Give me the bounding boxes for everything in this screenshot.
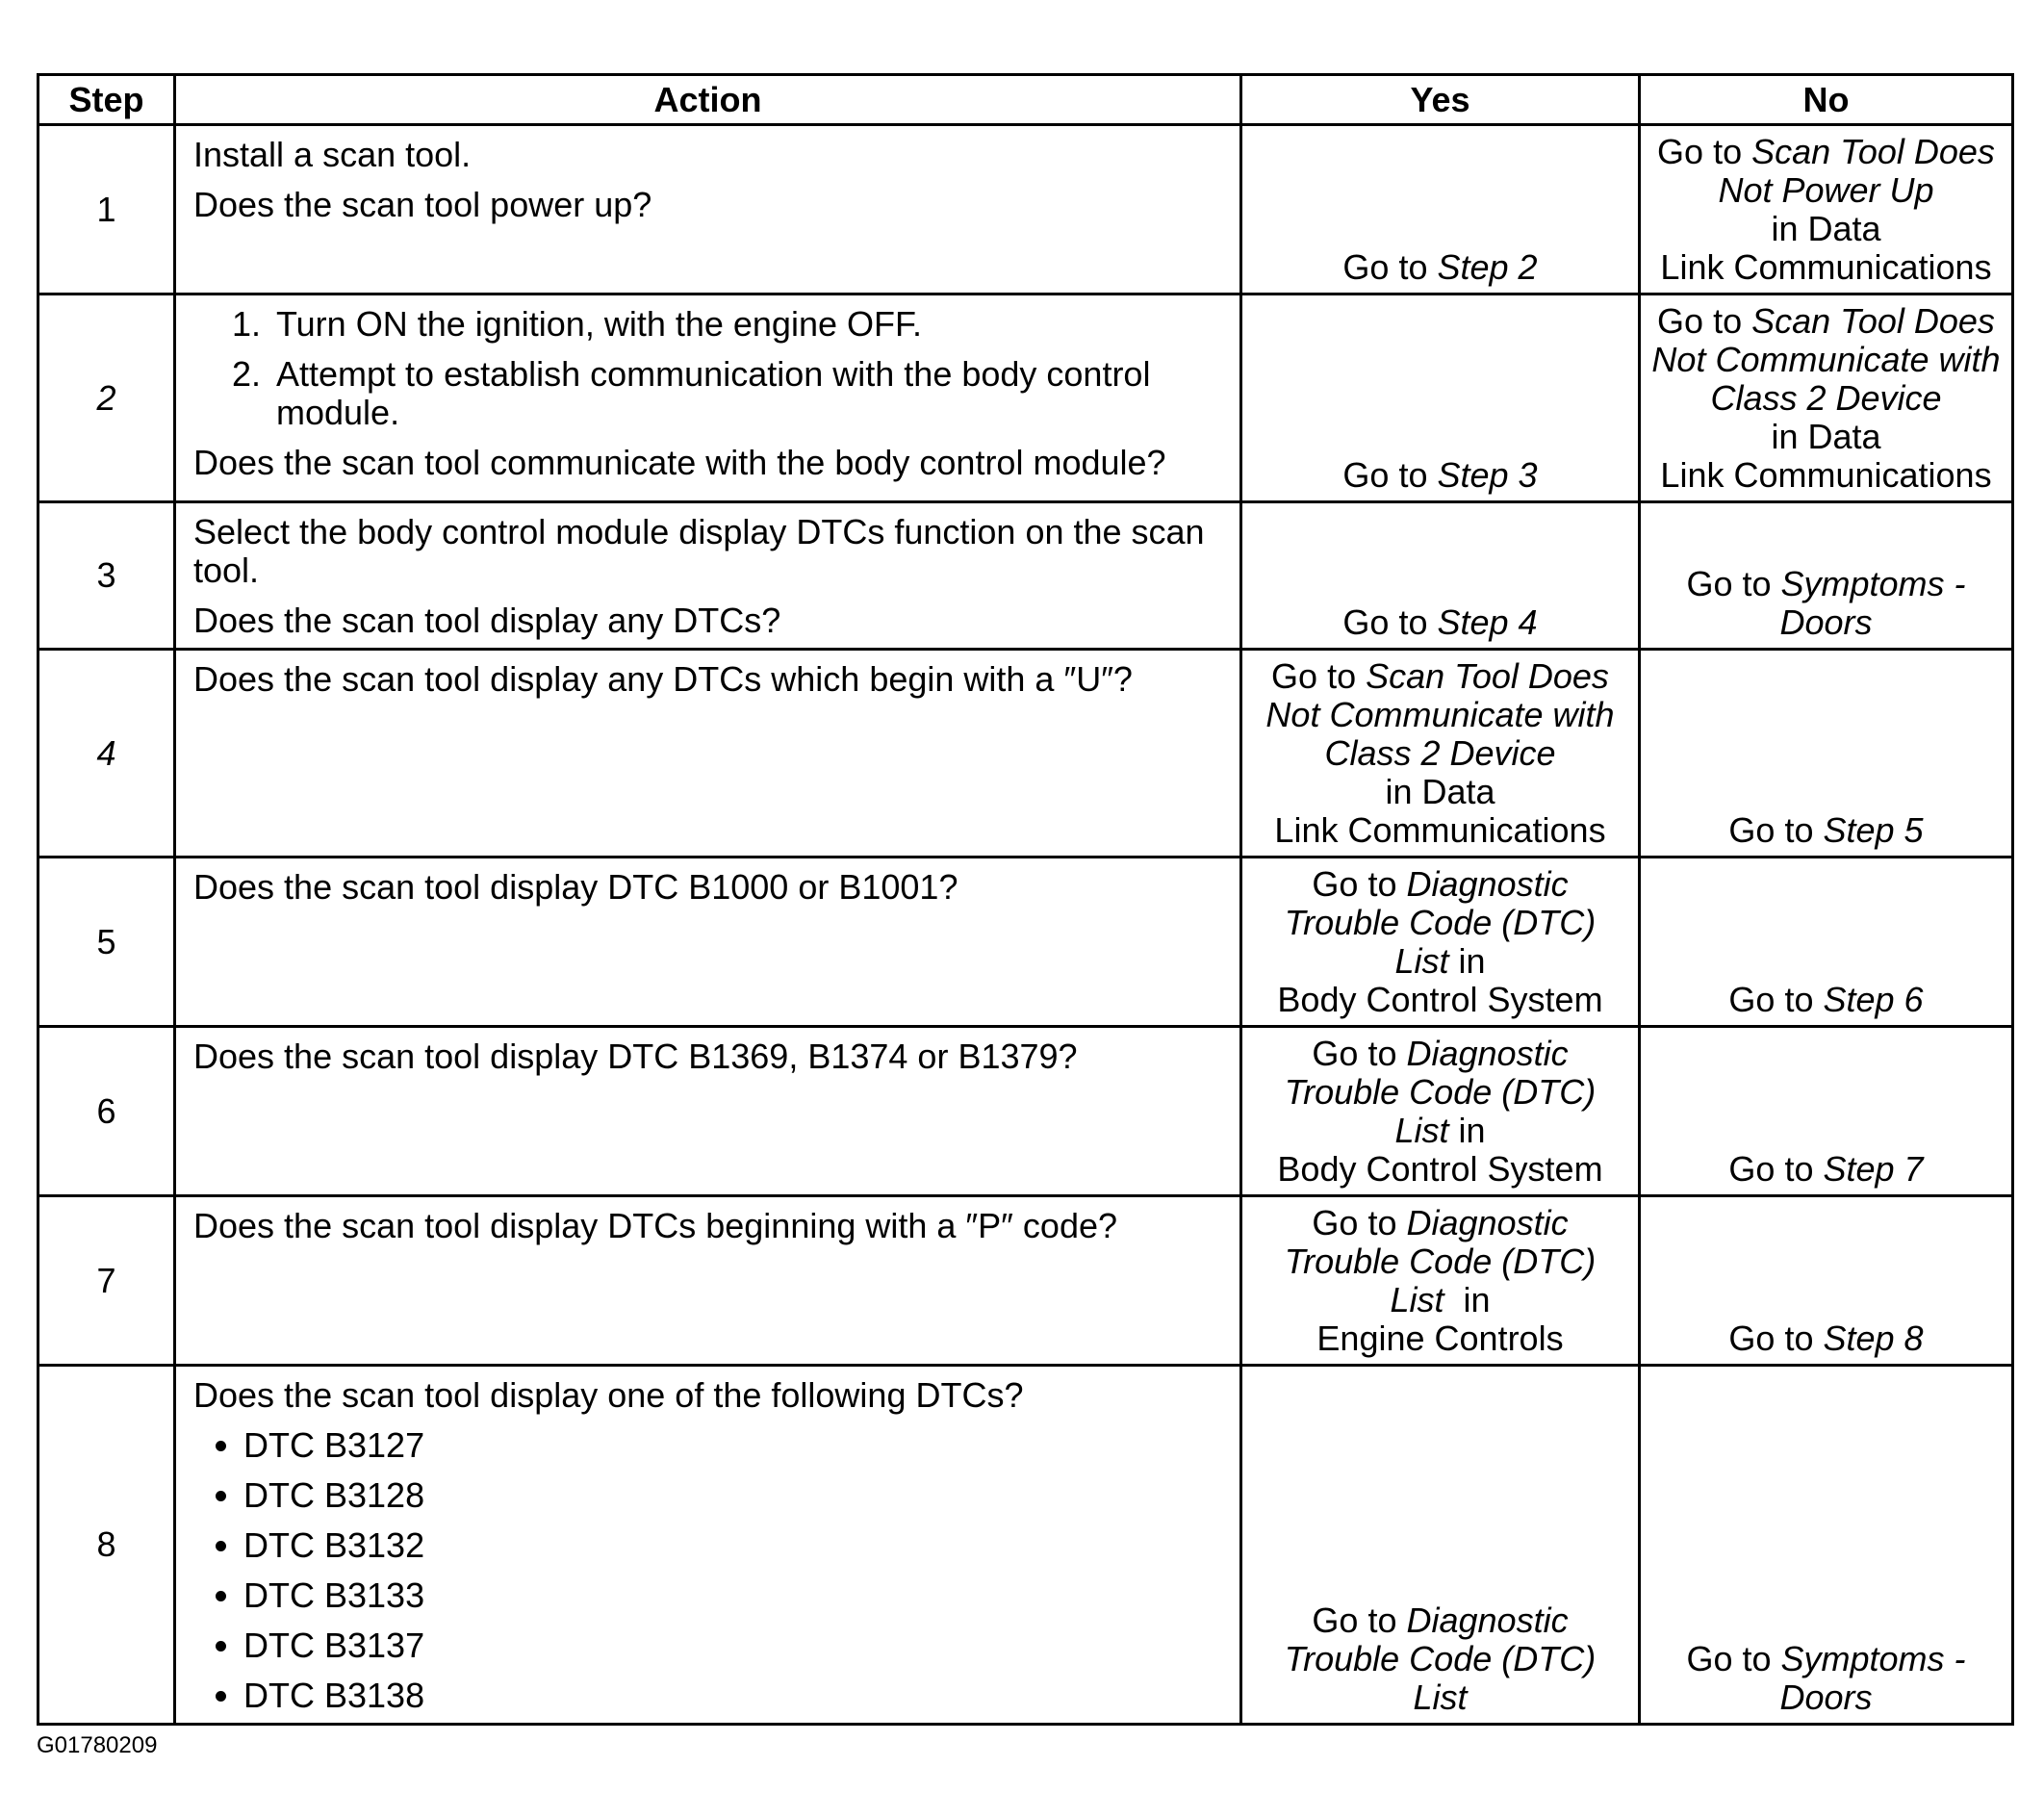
go-to-text: Go to (1312, 1203, 1407, 1242)
go-to-text: Go to (1728, 980, 1824, 1019)
reference-link[interactable]: List (1390, 1280, 1444, 1319)
action-cell (175, 1366, 1241, 1725)
yes-cell (1241, 294, 1640, 502)
step-link[interactable]: Step 6 (1823, 980, 1924, 1019)
step-number: 8 (38, 1366, 175, 1725)
action-cell (175, 858, 1241, 1027)
table-row (38, 1196, 2013, 1366)
step-number: 5 (38, 858, 175, 1027)
reference-link[interactable]: Diagnostic (1406, 1203, 1569, 1242)
action-text: Install a scan tool. (193, 135, 472, 174)
yes-cell (1241, 1366, 1640, 1725)
go-to-text: Go to (1728, 1149, 1824, 1189)
yes-cell (1241, 1027, 1640, 1196)
table-header-row (38, 75, 2013, 125)
go-to-text: Go to (1312, 1600, 1407, 1640)
table-row (38, 1027, 2013, 1196)
reference-section: Body Control System (1277, 1149, 1603, 1189)
go-to-text: Go to (1657, 132, 1752, 171)
reference-link[interactable]: Not Communicate with (1651, 340, 2001, 379)
list-item: 1. Turn ON the ignition, with the engine OFF. (270, 305, 1222, 344)
reference-section: Engine Controls (1316, 1319, 1564, 1358)
reference-link[interactable]: Diagnostic (1406, 1034, 1569, 1073)
reference-section: Link Communications (1660, 455, 1992, 495)
go-to-text: Go to (1657, 301, 1752, 341)
reference-link[interactable]: Class 2 Device (1710, 378, 1942, 418)
reference-link[interactable]: Diagnostic (1406, 1600, 1569, 1640)
reference-link[interactable]: Diagnostic (1406, 864, 1569, 904)
action-question: Does the scan tool display one of the following DTCs? (193, 1375, 1024, 1415)
list-item: • DTC B3132 (243, 1526, 1222, 1565)
go-to-text: Go to (1686, 564, 1781, 603)
action-question: Does the scan tool display any DTCs? (193, 601, 781, 640)
no-cell (1640, 125, 2013, 294)
action-cell (175, 502, 1241, 650)
go-to-text: Go to (1728, 810, 1824, 850)
reference-section: Link Communications (1274, 810, 1606, 850)
reference-connector: in (1444, 1280, 1491, 1319)
reference-connector: in (1448, 941, 1486, 981)
table-row (38, 1366, 2013, 1725)
table-row (38, 502, 2013, 650)
step-link[interactable]: Step 3 (1437, 455, 1538, 495)
reference-link[interactable]: List (1394, 1111, 1449, 1150)
yes-cell (1241, 1196, 1640, 1366)
no-cell (1640, 650, 2013, 858)
table-row (38, 650, 2013, 858)
no-cell (1640, 858, 2013, 1027)
list-item: 2. Attempt to establish communication with the body control module. (270, 355, 1222, 432)
no-cell (1640, 502, 2013, 650)
action-question: Does the scan tool communicate with the body control module? (193, 443, 1166, 482)
reference-section: in Data (1771, 209, 1881, 248)
no-cell (1640, 294, 2013, 502)
reference-link[interactable]: Symptoms - (1780, 1639, 1966, 1678)
yes-cell (1241, 650, 1640, 858)
reference-link[interactable]: Trouble Code (DTC) (1284, 1242, 1597, 1281)
yes-cell (1241, 125, 1640, 294)
list-item: • DTC B3138 (243, 1677, 1222, 1715)
go-to-text: Go to (1728, 1319, 1824, 1358)
action-cell (175, 1196, 1241, 1366)
action-question: Does the scan tool power up? (193, 185, 652, 224)
action-cell (175, 1027, 1241, 1196)
diagnostic-table (37, 73, 2014, 1726)
step-link[interactable]: Step 2 (1437, 247, 1538, 287)
reference-section: Link Communications (1660, 247, 1992, 287)
reference-link[interactable]: Scan Tool Does (1751, 132, 1995, 171)
table-row (38, 125, 2013, 294)
go-to-text: Go to (1342, 602, 1438, 642)
numbered-list (193, 305, 1222, 432)
bullet-list (193, 1426, 1222, 1715)
reference-link[interactable]: List (1394, 941, 1449, 981)
step-link[interactable]: Step 5 (1823, 810, 1924, 850)
action-cell (175, 650, 1241, 858)
step-number: 1 (38, 125, 175, 294)
yes-cell (1241, 858, 1640, 1027)
reference-link[interactable]: List (1413, 1677, 1468, 1717)
reference-link[interactable]: Symptoms - (1780, 564, 1966, 603)
list-item: • DTC B3133 (243, 1576, 1222, 1615)
table-row (38, 294, 2013, 502)
action-text: Select the body control module display DTCs function on the scan tool. (193, 512, 1205, 590)
reference-link[interactable]: Scan Tool Does (1366, 656, 1609, 696)
action-question: Does the scan tool display DTC B1000 or B1001? (193, 867, 958, 907)
step-number: 3 (38, 502, 175, 650)
action-question: Does the scan tool display any DTCs which begin with a ″U″? (193, 659, 1133, 699)
yes-cell (1241, 502, 1640, 650)
reference-section: in Data (1771, 417, 1881, 456)
list-item: • DTC B3137 (243, 1626, 1222, 1665)
table-row (38, 858, 2013, 1027)
reference-connector: in (1448, 1111, 1486, 1150)
reference-link[interactable]: Not Communicate with (1265, 695, 1615, 734)
action-question: Does the scan tool display DTCs beginning with a ″P″ code? (193, 1206, 1118, 1245)
go-to-text: Go to (1312, 1034, 1407, 1073)
reference-link[interactable]: Not Power Up (1718, 170, 1934, 210)
header-step: Step (38, 75, 175, 125)
no-cell (1640, 1196, 2013, 1366)
figure-id: G01780209 (37, 1732, 158, 1758)
header-no: No (1640, 75, 2013, 125)
step-number: 6 (38, 1027, 175, 1196)
go-to-text: Go to (1342, 247, 1438, 287)
no-cell (1640, 1366, 2013, 1725)
list-item: • DTC B3127 (243, 1426, 1222, 1465)
reference-section: Body Control System (1277, 980, 1603, 1019)
reference-link[interactable]: Trouble Code (DTC) (1284, 1072, 1597, 1112)
reference-link[interactable]: Trouble Code (DTC) (1284, 903, 1597, 942)
header-yes: Yes (1241, 75, 1640, 125)
reference-link[interactable]: Doors (1779, 602, 1873, 642)
action-question: Does the scan tool display DTC B1369, B1374 or B1379? (193, 1037, 1078, 1076)
step-link[interactable]: Step 4 (1437, 602, 1538, 642)
list-item: • DTC B3128 (243, 1476, 1222, 1515)
go-to-text: Go to (1686, 1639, 1781, 1678)
step-link[interactable]: Step 7 (1823, 1149, 1924, 1189)
reference-link[interactable]: Scan Tool Does (1751, 301, 1995, 341)
step-link[interactable]: Step 8 (1823, 1319, 1924, 1358)
action-cell (175, 125, 1241, 294)
reference-section: in Data (1385, 772, 1495, 811)
reference-link[interactable]: Doors (1779, 1677, 1873, 1717)
reference-link[interactable]: Class 2 Device (1324, 733, 1556, 773)
go-to-text: Go to (1342, 455, 1438, 495)
step-number: 7 (38, 1196, 175, 1366)
header-action: Action (175, 75, 1241, 125)
go-to-text: Go to (1271, 656, 1367, 696)
step-number: 4 (38, 650, 175, 858)
go-to-text: Go to (1312, 864, 1407, 904)
step-number: 2 (38, 294, 175, 502)
no-cell (1640, 1027, 2013, 1196)
action-cell (175, 294, 1241, 502)
reference-link[interactable]: Trouble Code (DTC) (1284, 1639, 1597, 1678)
